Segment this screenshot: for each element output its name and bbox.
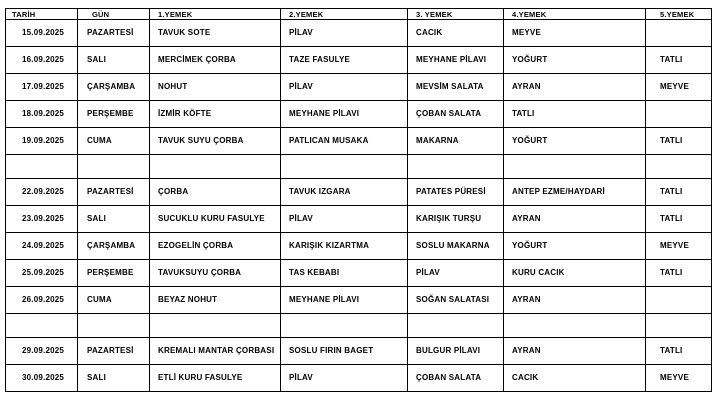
header-day: GÜN <box>78 9 150 20</box>
table-row <box>6 338 712 365</box>
empty-cell <box>408 155 504 179</box>
date-cell: 29.09.2025 <box>6 338 78 365</box>
meal-3-cell: PİLAV <box>408 260 504 287</box>
meal-1-cell: EZOGELİN ÇORBA <box>150 233 281 260</box>
meal-4-cell: YOĞURT <box>504 233 646 260</box>
meal-4-cell: TATLI <box>504 101 646 128</box>
header-meal-2: 2.YEMEK <box>281 9 408 20</box>
empty-cell <box>504 314 646 338</box>
date-cell: 30.09.2025 <box>6 365 78 392</box>
table-row <box>6 128 712 155</box>
empty-cell <box>504 155 646 179</box>
day-cell: PERŞEMBE <box>78 260 150 287</box>
meal-1-cell: ÇORBA <box>150 179 281 206</box>
meal-1-cell: SUCUKLU KURU FASULYE <box>150 206 281 233</box>
table-row <box>6 206 712 233</box>
header-meal-5: 5.YEMEK <box>646 9 712 20</box>
spacer-row <box>6 314 712 338</box>
meal-5-cell: TATLI <box>646 260 712 287</box>
meal-3-cell: SOĞAN SALATASI <box>408 287 504 314</box>
meal-3-cell: SOSLU MAKARNA <box>408 233 504 260</box>
meal-1-cell: NOHUT <box>150 74 281 101</box>
meal-2-cell: KARIŞIK KIZARTMA <box>281 233 408 260</box>
meal-5-cell: MEYVE <box>646 74 712 101</box>
meal-3-cell: KARIŞIK TURŞU <box>408 206 504 233</box>
table-row <box>6 20 712 47</box>
meal-2-cell: PİLAV <box>281 20 408 47</box>
meal-4-cell: YOĞURT <box>504 47 646 74</box>
meal-2-cell: SOSLU FIRIN BAGET <box>281 338 408 365</box>
meal-1-cell: İZMİR KÖFTE <box>150 101 281 128</box>
day-cell: ÇARŞAMBA <box>78 74 150 101</box>
meal-5-cell: TATLI <box>646 179 712 206</box>
meal-5-cell: MEYVE <box>646 233 712 260</box>
date-cell: 25.09.2025 <box>6 260 78 287</box>
day-cell: CUMA <box>78 287 150 314</box>
day-cell: SALI <box>78 47 150 74</box>
meal-1-cell: BEYAZ NOHUT <box>150 287 281 314</box>
meal-1-cell: MERCİMEK ÇORBA <box>150 47 281 74</box>
table-row <box>6 287 712 314</box>
date-cell: 15.09.2025 <box>6 20 78 47</box>
header-meal-4: 4.YEMEK <box>504 9 646 20</box>
meal-3-cell: MEVSİM SALATA <box>408 74 504 101</box>
meal-3-cell: MEYHANE PİLAVI <box>408 47 504 74</box>
day-cell: SALI <box>78 206 150 233</box>
table-row <box>6 365 712 392</box>
meal-2-cell: PİLAV <box>281 74 408 101</box>
header-row <box>6 9 712 20</box>
day-cell: ÇARŞAMBA <box>78 233 150 260</box>
meal-3-cell: MAKARNA <box>408 128 504 155</box>
meal-2-cell: PATLICAN MUSAKA <box>281 128 408 155</box>
empty-cell <box>150 314 281 338</box>
date-cell: 26.09.2025 <box>6 287 78 314</box>
table-header <box>6 9 712 20</box>
meal-4-cell: KURU CACIK <box>504 260 646 287</box>
meal-4-cell: CACIK <box>504 365 646 392</box>
meal-4-cell: MEYVE <box>504 20 646 47</box>
meal-4-cell: AYRAN <box>504 287 646 314</box>
meal-1-cell: ETLİ KURU FASULYE <box>150 365 281 392</box>
empty-cell <box>646 314 712 338</box>
meal-3-cell: ÇOBAN SALATA <box>408 101 504 128</box>
meal-5-cell <box>646 101 712 128</box>
empty-cell <box>281 314 408 338</box>
empty-cell <box>6 155 78 179</box>
meal-5-cell <box>646 20 712 47</box>
meal-5-cell: TATLI <box>646 47 712 74</box>
date-cell: 19.09.2025 <box>6 128 78 155</box>
meal-2-cell: TAZE FASULYE <box>281 47 408 74</box>
empty-cell <box>78 155 150 179</box>
meal-4-cell: ANTEP EZME/HAYDARİ <box>504 179 646 206</box>
empty-cell <box>281 155 408 179</box>
date-cell: 23.09.2025 <box>6 206 78 233</box>
meal-2-cell: PİLAV <box>281 206 408 233</box>
day-cell: SALI <box>78 365 150 392</box>
meal-3-cell: CACIK <box>408 20 504 47</box>
meal-1-cell: KREMALI MANTAR ÇORBASI <box>150 338 281 365</box>
meal-5-cell: TATLI <box>646 338 712 365</box>
table-row <box>6 233 712 260</box>
empty-cell <box>646 155 712 179</box>
spacer-row <box>6 155 712 179</box>
meal-2-cell: MEYHANE PİLAVI <box>281 101 408 128</box>
meal-3-cell: PATATES PÜRESİ <box>408 179 504 206</box>
meal-5-cell: TATLI <box>646 128 712 155</box>
date-cell: 22.09.2025 <box>6 179 78 206</box>
header-meal-1: 1.YEMEK <box>150 9 281 20</box>
meal-4-cell: AYRAN <box>504 206 646 233</box>
table-row <box>6 74 712 101</box>
day-cell: PAZARTESİ <box>78 20 150 47</box>
date-cell: 16.09.2025 <box>6 47 78 74</box>
meal-3-cell: ÇOBAN SALATA <box>408 365 504 392</box>
date-cell: 24.09.2025 <box>6 233 78 260</box>
meal-4-cell: AYRAN <box>504 338 646 365</box>
table-row <box>6 179 712 206</box>
menu-table <box>5 8 712 392</box>
table-row <box>6 101 712 128</box>
header-meal-3: 3. YEMEK <box>408 9 504 20</box>
meal-2-cell: TAVUK IZGARA <box>281 179 408 206</box>
empty-cell <box>6 314 78 338</box>
date-cell: 17.09.2025 <box>6 74 78 101</box>
meal-1-cell: TAVUK SUYU ÇORBA <box>150 128 281 155</box>
empty-cell <box>408 314 504 338</box>
meal-3-cell: BULGUR PİLAVI <box>408 338 504 365</box>
meal-2-cell: TAS KEBABI <box>281 260 408 287</box>
day-cell: PERŞEMBE <box>78 101 150 128</box>
meal-1-cell: TAVUKSUYU ÇORBA <box>150 260 281 287</box>
table-body <box>6 20 712 392</box>
day-cell: CUMA <box>78 128 150 155</box>
empty-cell <box>78 314 150 338</box>
meal-2-cell: MEYHANE PİLAVI <box>281 287 408 314</box>
meal-4-cell: AYRAN <box>504 74 646 101</box>
day-cell: PAZARTESİ <box>78 338 150 365</box>
table-row <box>6 47 712 74</box>
empty-cell <box>150 155 281 179</box>
header-date: TARİH <box>6 9 78 20</box>
meal-5-cell: TATLI <box>646 206 712 233</box>
meal-5-cell <box>646 287 712 314</box>
day-cell: PAZARTESİ <box>78 179 150 206</box>
meal-5-cell: MEYVE <box>646 365 712 392</box>
meal-2-cell: PİLAV <box>281 365 408 392</box>
table-row <box>6 260 712 287</box>
meal-1-cell: TAVUK SOTE <box>150 20 281 47</box>
meal-4-cell: YOĞURT <box>504 128 646 155</box>
date-cell: 18.09.2025 <box>6 101 78 128</box>
